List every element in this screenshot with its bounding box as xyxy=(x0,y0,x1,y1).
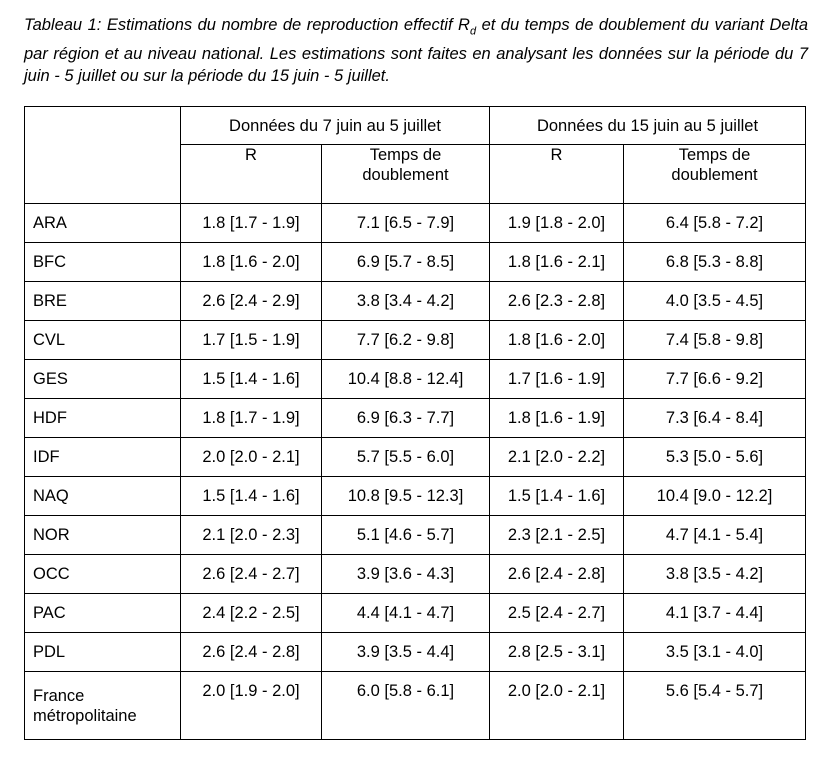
national-label-line1: France xyxy=(33,686,85,705)
doubling-cell-period-1: 7.1 [6.5 - 7.9] xyxy=(322,204,490,243)
doubling-cell-period-1: 3.9 [3.5 - 4.4] xyxy=(322,633,490,672)
doubling-cell-period-2: 6.4 [5.8 - 7.2] xyxy=(624,204,806,243)
table-caption xyxy=(24,14,808,88)
r-cell-period-2: 2.1 [2.0 - 2.2] xyxy=(490,438,624,477)
r-cell-period-2: 2.0 [2.0 - 2.1] xyxy=(490,672,624,740)
table-row xyxy=(25,594,806,633)
table-row-national xyxy=(25,672,806,740)
r-cell-period-2: 2.6 [2.4 - 2.8] xyxy=(490,555,624,594)
table-row xyxy=(25,633,806,672)
doubling-cell-period-1: 5.7 [5.5 - 6.0] xyxy=(322,438,490,477)
doubling-cell-period-2: 10.4 [9.0 - 12.2] xyxy=(624,477,806,516)
r-cell-period-1: 2.0 [2.0 - 2.1] xyxy=(181,438,322,477)
data-table xyxy=(24,106,806,740)
r-cell-period-2: 1.8 [1.6 - 2.0] xyxy=(490,321,624,360)
doubling-cell-period-2: 7.3 [6.4 - 8.4] xyxy=(624,399,806,438)
doubling-header-2-line1: Temps de xyxy=(678,146,751,164)
period-header-2: Données du 15 juin au 5 juillet xyxy=(490,107,806,145)
region-cell: BRE xyxy=(25,282,181,321)
doubling-cell-period-1: 6.0 [5.8 - 6.1] xyxy=(322,672,490,740)
table-row xyxy=(25,282,806,321)
r-cell-period-1: 1.8 [1.6 - 2.0] xyxy=(181,243,322,282)
table-row xyxy=(25,204,806,243)
region-cell: NOR xyxy=(25,516,181,555)
region-cell: BFC xyxy=(25,243,181,282)
r-cell-period-1: 2.6 [2.4 - 2.8] xyxy=(181,633,322,672)
r-cell-period-2: 1.5 [1.4 - 1.6] xyxy=(490,477,624,516)
doubling-header-1 xyxy=(322,145,490,204)
table-row xyxy=(25,360,806,399)
table-row xyxy=(25,516,806,555)
doubling-header-1-line2: doublement xyxy=(362,166,449,184)
r-cell-period-1: 1.7 [1.5 - 1.9] xyxy=(181,321,322,360)
r-cell-period-2: 1.9 [1.8 - 2.0] xyxy=(490,204,624,243)
header-empty-cell xyxy=(25,107,181,204)
region-cell-national xyxy=(25,672,181,740)
r-cell-period-1: 2.4 [2.2 - 2.5] xyxy=(181,594,322,633)
table-row xyxy=(25,399,806,438)
r-cell-period-1: 1.5 [1.4 - 1.6] xyxy=(181,477,322,516)
doubling-cell-period-2: 4.1 [3.7 - 4.4] xyxy=(624,594,806,633)
r-cell-period-1: 1.8 [1.7 - 1.9] xyxy=(181,204,322,243)
r-cell-period-1: 2.6 [2.4 - 2.9] xyxy=(181,282,322,321)
header-row-periods xyxy=(25,107,806,145)
table-row xyxy=(25,321,806,360)
doubling-cell-period-2: 7.4 [5.8 - 9.8] xyxy=(624,321,806,360)
national-label-line2: métropolitaine xyxy=(33,706,137,725)
r-cell-period-2: 2.5 [2.4 - 2.7] xyxy=(490,594,624,633)
doubling-cell-period-2: 4.7 [4.1 - 5.4] xyxy=(624,516,806,555)
period-header-1: Données du 7 juin au 5 juillet xyxy=(181,107,490,145)
r-cell-period-1: 2.1 [2.0 - 2.3] xyxy=(181,516,322,555)
caption-text-start: Tableau 1: Estimations du nombre de reproduction effectif R xyxy=(24,16,470,34)
r-header-2: R xyxy=(490,145,624,204)
doubling-header-1-line1: Temps de xyxy=(369,146,442,164)
doubling-cell-period-1: 4.4 [4.1 - 4.7] xyxy=(322,594,490,633)
doubling-cell-period-1: 6.9 [5.7 - 8.5] xyxy=(322,243,490,282)
region-cell: HDF xyxy=(25,399,181,438)
r-cell-period-2: 1.7 [1.6 - 1.9] xyxy=(490,360,624,399)
table-row xyxy=(25,243,806,282)
r-cell-period-1: 2.6 [2.4 - 2.7] xyxy=(181,555,322,594)
region-cell: GES xyxy=(25,360,181,399)
region-cell: ARA xyxy=(25,204,181,243)
table-row xyxy=(25,555,806,594)
doubling-header-2 xyxy=(624,145,806,204)
doubling-cell-period-1: 6.9 [6.3 - 7.7] xyxy=(322,399,490,438)
region-cell: PDL xyxy=(25,633,181,672)
table-row xyxy=(25,477,806,516)
doubling-header-2-line2: doublement xyxy=(671,166,758,184)
r-cell-period-2: 1.8 [1.6 - 2.1] xyxy=(490,243,624,282)
table-row xyxy=(25,438,806,477)
region-cell: PAC xyxy=(25,594,181,633)
doubling-cell-period-1: 10.8 [9.5 - 12.3] xyxy=(322,477,490,516)
doubling-cell-period-2: 3.8 [3.5 - 4.2] xyxy=(624,555,806,594)
caption-text-end: et du temps de doublement du variant Delta par région et au niveau national. Les estimations sont faites en analysant les données sur la période du 7 juin - 5 juillet ou sur la période du 15 juin - 5 juillet. xyxy=(24,16,808,86)
doubling-cell-period-2: 6.8 [5.3 - 8.8] xyxy=(624,243,806,282)
region-cell: NAQ xyxy=(25,477,181,516)
r-cell-period-1: 2.0 [1.9 - 2.0] xyxy=(181,672,322,740)
doubling-cell-period-1: 10.4 [8.8 - 12.4] xyxy=(322,360,490,399)
region-cell: OCC xyxy=(25,555,181,594)
doubling-cell-period-1: 3.9 [3.6 - 4.3] xyxy=(322,555,490,594)
r-cell-period-1: 1.5 [1.4 - 1.6] xyxy=(181,360,322,399)
r-cell-period-1: 1.8 [1.7 - 1.9] xyxy=(181,399,322,438)
caption-subscript: d xyxy=(469,25,477,38)
r-cell-period-2: 2.8 [2.5 - 3.1] xyxy=(490,633,624,672)
doubling-cell-period-2: 3.5 [3.1 - 4.0] xyxy=(624,633,806,672)
r-cell-period-2: 1.8 [1.6 - 1.9] xyxy=(490,399,624,438)
doubling-cell-period-1: 3.8 [3.4 - 4.2] xyxy=(322,282,490,321)
region-cell: IDF xyxy=(25,438,181,477)
region-cell: CVL xyxy=(25,321,181,360)
doubling-cell-period-1: 7.7 [6.2 - 9.8] xyxy=(322,321,490,360)
r-header-1: R xyxy=(181,145,322,204)
doubling-cell-period-2: 4.0 [3.5 - 4.5] xyxy=(624,282,806,321)
doubling-cell-period-2: 5.3 [5.0 - 5.6] xyxy=(624,438,806,477)
doubling-cell-period-2: 5.6 [5.4 - 5.7] xyxy=(624,672,806,740)
doubling-cell-period-2: 7.7 [6.6 - 9.2] xyxy=(624,360,806,399)
r-cell-period-2: 2.3 [2.1 - 2.5] xyxy=(490,516,624,555)
doubling-cell-period-1: 5.1 [4.6 - 5.7] xyxy=(322,516,490,555)
r-cell-period-2: 2.6 [2.3 - 2.8] xyxy=(490,282,624,321)
